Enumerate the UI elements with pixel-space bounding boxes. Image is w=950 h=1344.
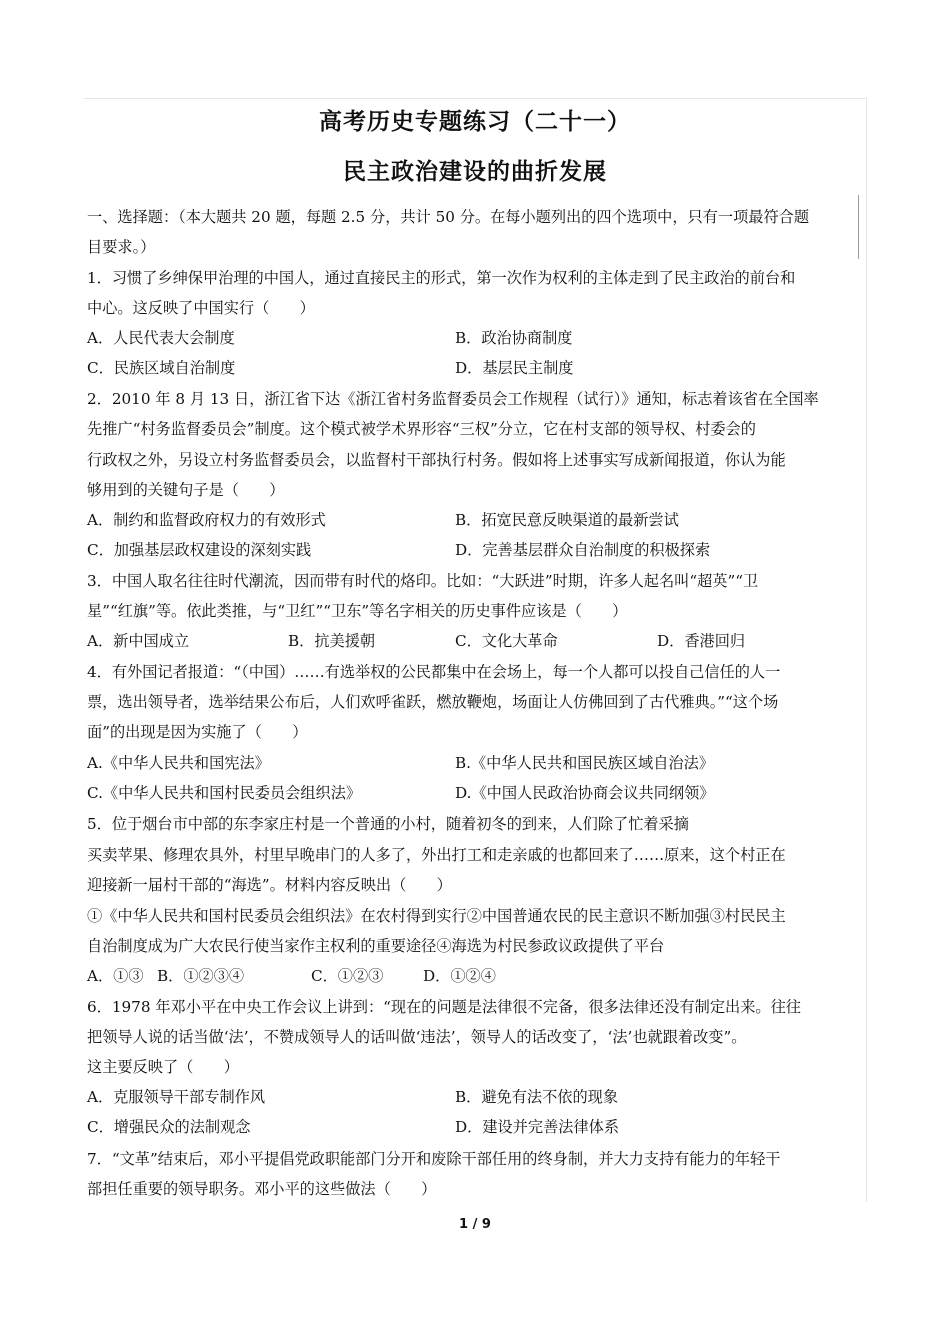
question-stem-line: 把领导人说的话当做‘法’，不赞成领导人的话叫做‘违法’，领导人的话改变了，‘法’也就跟着改变”。 xyxy=(87,1028,747,1046)
page-subtitle: 民主政治建设的曲折发展 xyxy=(343,159,607,185)
option-b: B．抗美援朝 xyxy=(288,632,376,650)
option-d: D．完善基层群众自治制度的积极探索 xyxy=(455,541,711,559)
question-stem-line: 自治制度成为广大农民行使当家作主权利的重要途径④海选为村民参政议政提供了平台 xyxy=(87,937,665,955)
page-number: 1 / 9 xyxy=(459,1217,491,1232)
option-c: C．①②③ xyxy=(311,967,384,985)
question-stem-line: 买卖苹果、修理农具外，村里早晚串门的人多了，外出打工和走亲戚的也都回来了……原来，这个村正在 xyxy=(87,846,786,864)
question-stem-line: 中心。这反映了中国实行（ ） xyxy=(87,299,315,317)
question-stem-line: 票，选出领导者，选举结果公布后，人们欢呼雀跃，燃放鞭炮，场面让人仿佛回到了古代雅典。”“这个场 xyxy=(87,693,779,711)
option-d: D．①②④ xyxy=(423,967,496,985)
question-stem-line: 星”“红旗”等。依此类推，与“卫红”“卫东”等名字相关的历史事件应该是（ ） xyxy=(87,602,628,620)
question-stem-line: 够用到的关键句子是（ ） xyxy=(87,481,285,499)
option-b: B．①②③④ xyxy=(157,967,245,985)
option-d: D.《中国人民政治协商会议共同纲领》 xyxy=(455,784,715,802)
question-stem-line: 5．位于烟台市中部的东李家庄村是一个普通的小村，随着初冬的到来，人们除了忙着采摘 xyxy=(87,815,689,833)
option-c: C．增强民众的法制观念 xyxy=(87,1118,251,1136)
option-b: B．避免有法不依的现象 xyxy=(455,1088,619,1106)
section-header-line: 目要求。） xyxy=(87,238,156,256)
page-title: 高考历史专题练习（二十一） xyxy=(319,109,631,135)
page-frame-top-border xyxy=(84,98,866,99)
question-stem-line: 4．有外国记者报道：“（中国）……有选举权的公民都集中在会场上，每一个人都可以投自己信任的人一 xyxy=(87,663,781,681)
option-d: D．香港回归 xyxy=(657,632,746,650)
option-a: A．新中国成立 xyxy=(87,632,190,650)
question-stem-line: ①《中华人民共和国村民委员会组织法》在农村得到实行②中国普通农民的民主意识不断加强③村民民主 xyxy=(87,907,786,925)
question-stem-line: 先推广“村务监督委员会”制度。这个模式被学术界形容“三权”分立，它在村支部的领导权、村委会的 xyxy=(87,420,756,438)
option-a: A．克服领导干部专制作风 xyxy=(87,1088,266,1106)
option-b: B．政治协商制度 xyxy=(455,329,573,347)
section-header-line: 一、选择题：（本大题共 20 题，每题 2.5 分，共计 50 分。在每小题列出的四个选项中，只有一项最符合题 xyxy=(87,208,810,226)
option-c: C．文化大革命 xyxy=(455,632,558,650)
option-b: B.《中华人民共和国民族区域自治法》 xyxy=(455,754,714,772)
question-stem-line: 迎接新一届村干部的“海选”。材料内容反映出（ ） xyxy=(87,876,452,894)
option-c: C．民族区域自治制度 xyxy=(87,359,236,377)
question-stem-line: 面”的出现是因为实施了（ ） xyxy=(87,723,308,741)
option-a: A．①③ xyxy=(87,967,144,985)
option-a: A．制约和监督政府权力的有效形式 xyxy=(87,511,326,529)
question-stem-line: 3．中国人取名往往时代潮流，因而带有时代的烙印。比如：“大跃进”时期，许多人起名叫“超英”“卫 xyxy=(87,572,759,590)
page-frame-right-border xyxy=(866,98,867,1202)
question-stem-line: 这主要反映了（ ） xyxy=(87,1058,239,1076)
question-stem-line: 7．“文革”结束后，邓小平提倡党政职能部门分开和废除干部任用的终身制，并大力支持有能力的年轻干 xyxy=(87,1150,781,1168)
option-d: D．建设并完善法律体系 xyxy=(455,1118,620,1136)
question-stem-line: 1．习惯了乡绅保甲治理的中国人，通过直接民主的形式，第一次作为权利的主体走到了民主政治的前台和 xyxy=(87,269,796,287)
option-c: C．加强基层政权建设的深刻实践 xyxy=(87,541,312,559)
option-a: A．人民代表大会制度 xyxy=(87,329,235,347)
question-stem-line: 行政权之外，另设立村务监督委员会，以监督村干部执行村务。假如将上述事实写成新闻报道，你认为能 xyxy=(87,451,786,469)
question-stem-line: 部担任重要的领导职务。邓小平的这些做法（ ） xyxy=(87,1180,437,1198)
option-d: D．基层民主制度 xyxy=(455,359,574,377)
question-stem-line: 2．2010 年 8 月 13 日，浙江省下达《浙江省村务监督委员会工作规程（试行）》通知，标志着该省在全国率 xyxy=(87,390,819,408)
option-b: B．拓宽民意反映渠道的最新尝试 xyxy=(455,511,679,529)
option-c: C.《中华人民共和国村民委员会组织法》 xyxy=(87,784,362,802)
question-stem-line: 6．1978 年邓小平在中央工作会议上讲到：“现在的问题是法律很不完备，很多法律还没有制定出来。往往 xyxy=(87,998,801,1016)
margin-marker-line xyxy=(858,195,859,259)
option-a: A.《中华人民共和国宪法》 xyxy=(87,754,270,772)
